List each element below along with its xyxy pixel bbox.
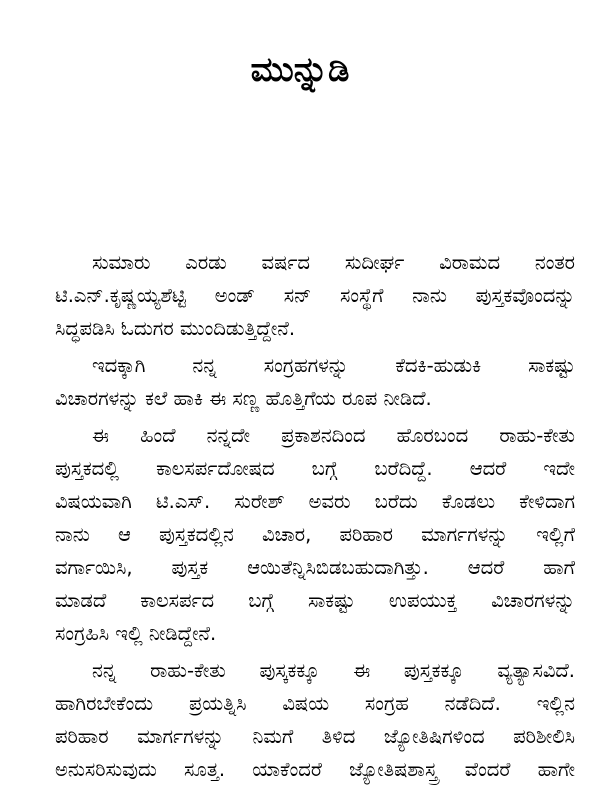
text-line: ಅನುಸರಿಸುವುದು ಸೂತ್ತ. ಯಾಕೆಂದರೆ ಜ್ಯೋತಿಷಶಾಸ್ತ್ರ ವೆಂದರೆ ಹಾಗೇ (55, 758, 575, 781)
text-line: ವರ್ಗಾಯಿಸಿ, ಪುಸ್ತಕ ಆಯಿತೆನ್ನಿಸಿಬಿಡಬಹುದಾಗಿತ್ತು. ಆದರೆ ಹಾಗೆ (55, 556, 575, 579)
paragraph-3 (55, 419, 575, 650)
text-line: ಪರಿಹಾರ ಮಾರ್ಗಗಳನ್ನು ನಿಮಗೆ ತಿಳಿದ ಜ್ಯೋತಿಷಿಗಳಿಂದ ಪರಿಶೀಲಿಸಿ (55, 725, 575, 748)
text-line: ಈ ಹಿಂದೆ ನನ್ನದೇ ಪ್ರಕಾಶನದಿಂದ ಹೊರಬಂದ ರಾಹು-ಕೇತು (92, 424, 575, 447)
preface-body (55, 246, 575, 790)
text-line: ವಿಷಯವಾಗಿ ಟಿ.ಎಸ್. ಸುರೇಶ್ ಅವರು ಬರೆದು ಕೊಡಲು ಕೇಳಿದಾಗ (55, 490, 575, 513)
page-title: ಮುನ್ನುಡಿ (250, 50, 350, 90)
paragraph-1 (55, 246, 575, 345)
text-line: ಹಾಗಿರಬೇಕೆಂದು ಪ್ರಯತ್ನಿಸಿ ವಿಷಯ ಸಂಗ್ರಹ ನಡೆದಿದೆ. ಇಲ್ಲಿನ (55, 692, 575, 715)
text-line: ಸಂಗ್ರಹಿಸಿ ಇಲ್ಲಿ ನೀಡಿದ್ದೇನೆ. (55, 622, 217, 645)
text-line: ಸುಮಾರು ಎರಡು ವರ್ಷದ ಸುದೀರ್ಘ ವಿರಾಮದ ನಂತರ (92, 251, 575, 274)
text-line: ಮಾಡದೆ ಕಾಲಸರ್ಪದ ಬಗ್ಗೆ ಸಾಕಷ್ಟು ಉಪಯುಕ್ತ ವಿಚಾರಗಳನ್ನು (55, 589, 575, 612)
text-line: ಇದಕ್ಕಾಗಿ ನನ್ನ ಸಂಗ್ರಹಗಳನ್ನು ಕೆದಕಿ-ಹುಡುಕಿ ಸಾಕಷ್ಟು (92, 354, 575, 377)
text-line: ನನ್ನ ರಾಹು-ಕೇತು ಪುಸ್ಕಕಕ್ಕೂ ಈ ಪುಸ್ತಕಕ್ಕೂ ವ್ಯತ್ಯಾಸವಿದೆ. (92, 659, 575, 682)
text-line: ವಿಚಾರಗಳನ್ನು ಕಲೆ ಹಾಕಿ ಈ ಸಣ್ಣ ಹೊತ್ತಿಗೆಯ ರೂಪ ನೀಡಿದೆ. (55, 387, 432, 410)
text-line: ಟಿ.ಎನ್.ಕೃಷ್ಣಯ್ಯಶೆಟ್ಟಿ ಅಂಡ್ ಸನ್ ಸಂಸ್ಥೆಗೆ ನಾನು ಪುಸ್ತಕವೊಂದನ್ನು (55, 284, 575, 307)
paragraph-2 (55, 349, 575, 415)
paragraph-4 (55, 654, 575, 786)
text-line: ನಾನು ಆ ಪುಸ್ತಕದಲ್ಲಿನ ವಿಚಾರ, ಪರಿಹಾರ ಮಾರ್ಗಗಳನ್ನು ಇಲ್ಲಿಗೆ (55, 523, 575, 546)
text-line: ಪುಸ್ತಕದಲ್ಲಿ ಕಾಲಸರ್ಪದೋಷದ ಬಗ್ಗೆ ಬರೆದಿದ್ದೆ. ಆದರೆ ಇದೇ (55, 457, 575, 480)
text-line: ಸಿದ್ಧಪಡಿಸಿ ಓದುಗರ ಮುಂದಿಡುತ್ತಿದ್ದೇನೆ. (55, 317, 296, 340)
